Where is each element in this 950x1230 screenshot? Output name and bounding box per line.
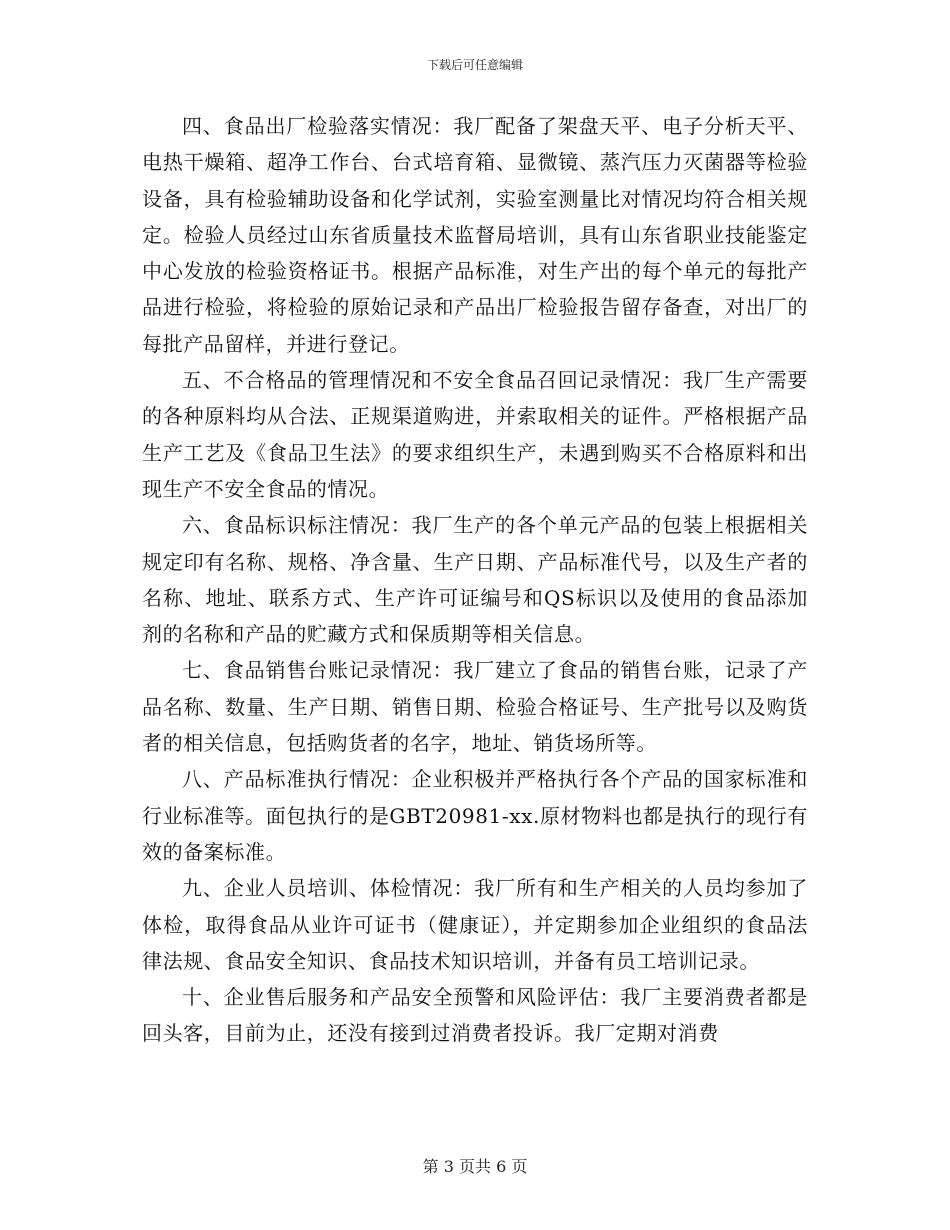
paragraph-training: 九、企业人员培训、体检情况：我厂所有和生产相关的人员均参加了体检，取得食品从业许可证书（健康证），并定期参加企业组织的食品法律法规、食品安全知识、食品技术知识培训，并备有员工培训记录。 — [142, 876, 808, 973]
page-header: 下载后可任意编辑 — [426, 58, 523, 72]
paragraph-sales-ledger: 七、食品销售台账记录情况：我厂建立了食品的销售台账，记录了产品名称、数量、生产日期、销售日期、检验合格证号、生产批号以及购货者的相关信息，包括购货者的名字，地址、销货场所等。 — [142, 658, 808, 756]
page-number: 第 3 页共 6 页 — [422, 1157, 528, 1176]
paragraph-standards: 八、产品标准执行情况：企业积极并严格执行各个产品的国家标准和行业标准等。面包执行的是GBT20981-xx.原材物料也都是执行的现行有效的备案标准。 — [142, 767, 808, 864]
document-body — [142, 108, 808, 1052]
paragraph-labeling: 六、食品标识标注情况：我厂生产的各个单元产品的包装上根据相关规定印有名称、规格、净含量、生产日期、产品标准代号，以及生产者的名称、地址、联系方式、生产许可证编号和QS标识以及使用的食品添加剂的名称和产品的贮藏方式和保质期等相关信息。 — [142, 513, 808, 647]
paragraph-nonconforming: 五、不合格品的管理情况和不安全食品召回记录情况：我厂生产需要的各种原料均从合法、正规渠道购进，并索取相关的证件。严格根据产品生产工艺及《食品卫生法》的要求组织生产，未遇到购买不合格原料和出现生产不安全食品的情况。 — [142, 368, 808, 501]
paragraph-inspection: 四、食品出厂检验落实情况：我厂配备了架盘天平、电子分析天平、电热干燥箱、超净工作台、台式培育箱、显微镜、蒸汽压力灭菌器等检验设备，具有检验辅助设备和化学试剂，实验室测量比对情况均符合相关规定。检验人员经过山东省质量技术监督局培训，具有山东省职业技能鉴定中心发放的检验资格证书。根据产品标准，对生产出的每个单元的每批产品进行检验，将检验的原始记录和产品出厂检验报告留存备查，对出厂的每批产品留样，并进行登记。 — [142, 114, 808, 356]
paragraph-after-sales: 十、企业售后服务和产品安全预警和风险评估：我厂主要消费者都是回头客，目前为止，还没有接到过消费者投诉。我厂定期对消费 — [142, 985, 808, 1046]
